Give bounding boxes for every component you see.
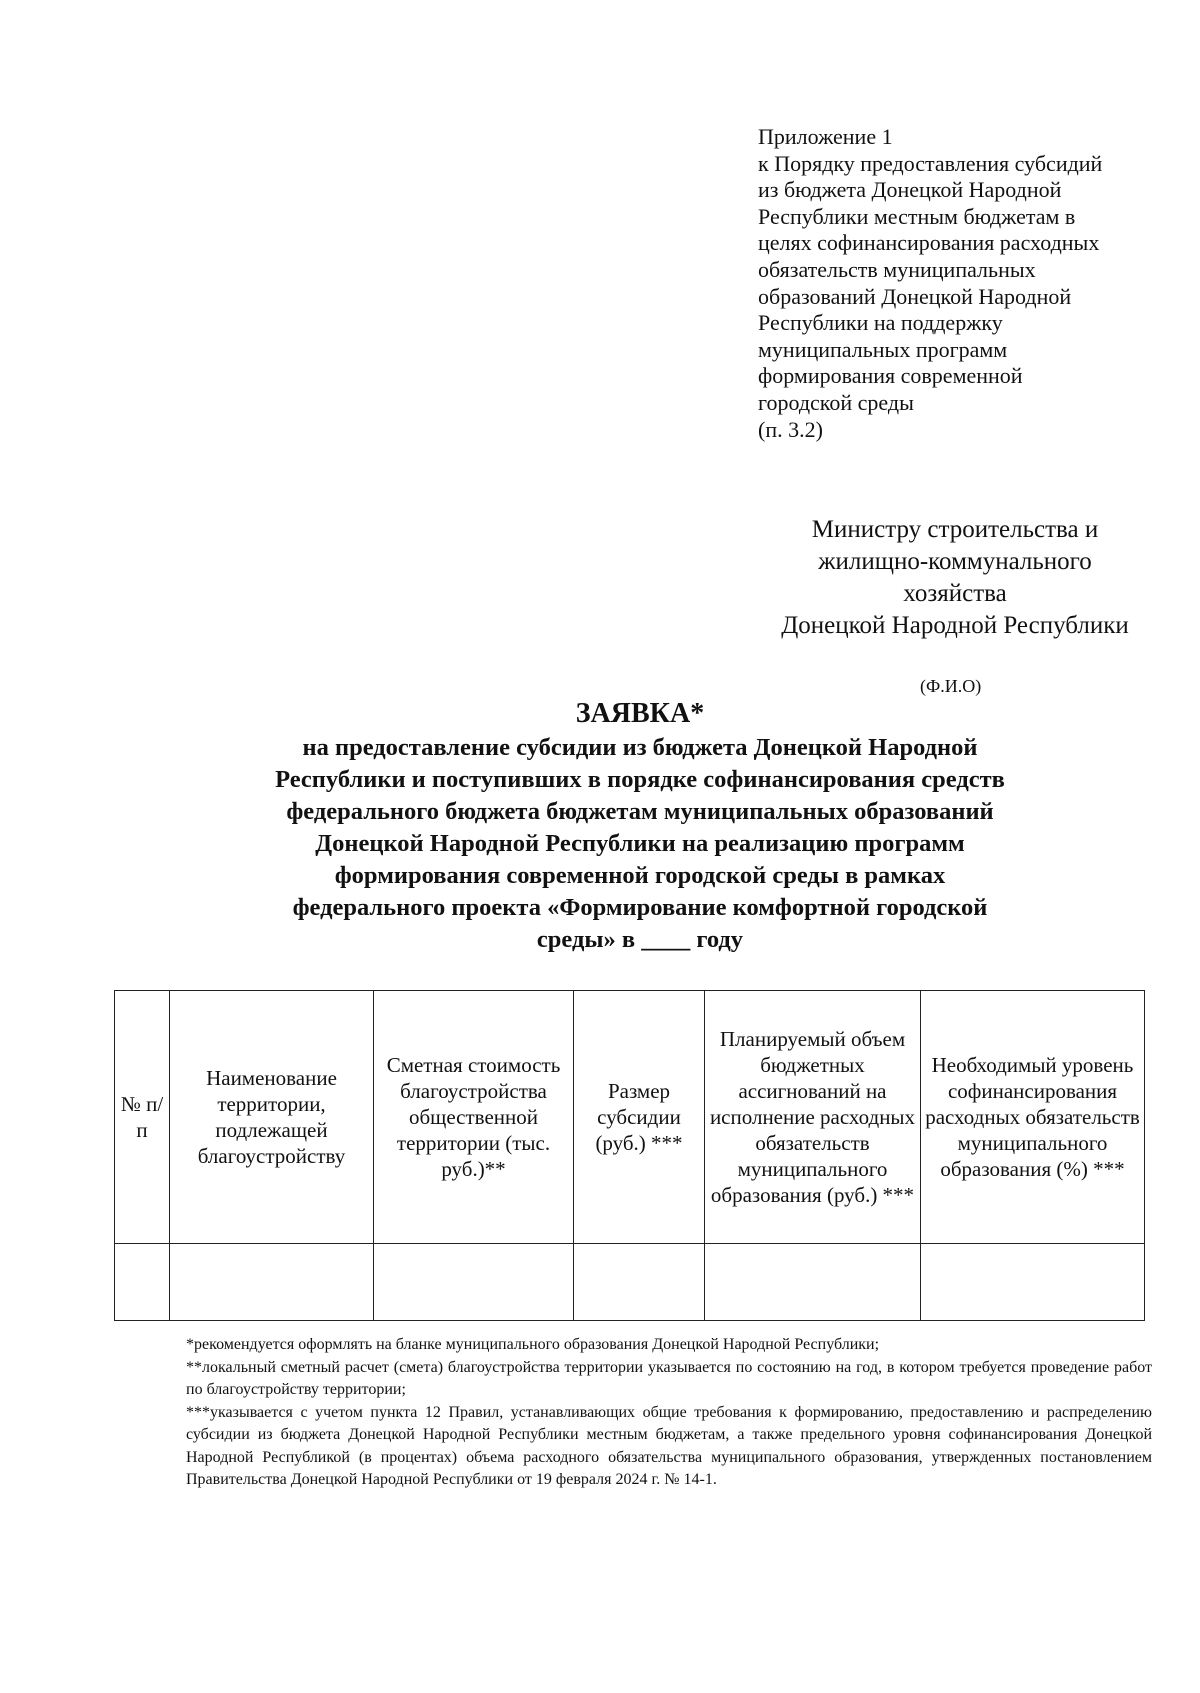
table-cell — [115, 1244, 170, 1321]
column-header-cofinancing-level: Необходимый уровень софинансирования расходных обязательств муниципального образования (%) *** — [921, 991, 1145, 1244]
appendix-line: целях софинансирования расходных — [758, 230, 1100, 256]
title-line: Донецкой Народной Республики на реализацию программ — [315, 830, 965, 857]
addressee-line: жилищно-коммунального — [818, 548, 1092, 575]
column-header-planned-allocations: Планируемый объем бюджетных ассигнований на исполнение расходных обязательств муниципального образования (руб.) *** — [705, 991, 921, 1244]
addressee-line: хозяйства — [903, 580, 1007, 607]
appendix-line: Республики на поддержку — [758, 310, 1003, 336]
application-table — [114, 990, 1145, 1321]
title-line: федерального проекта «Формирование комфортной городской — [292, 894, 988, 921]
footnote-2: **локальный сметный расчет (смета) благоустройства территории указывается по состоянию на год, в котором требуется проведение работ по благоустройству территории; — [186, 1358, 1152, 1398]
footnotes — [186, 1334, 1152, 1492]
table-cell — [705, 1244, 921, 1321]
addressee-line: Министру строительства и — [811, 516, 1099, 543]
title-line: формирования современной городской среды в рамках — [334, 862, 946, 889]
appendix-line: Приложение 1 — [758, 124, 893, 149]
appendix-line: (п. 3.2) — [758, 416, 823, 442]
column-header-number: № п/п — [115, 991, 170, 1244]
footnote-1: *рекомендуется оформлять на бланке муниципального образования Донецкой Народной Республики; — [186, 1336, 880, 1353]
appendix-line: к Порядку предоставления субсидий — [758, 150, 1103, 176]
table-row — [115, 1244, 1145, 1321]
table-cell — [574, 1244, 705, 1321]
table-header-row — [115, 991, 1145, 1244]
appendix-reference — [758, 124, 1178, 443]
appendix-line: городской среды — [758, 389, 914, 415]
title-line: федерального бюджета бюджетам муниципальных образований — [286, 798, 994, 825]
title-line: Республики и поступивших в порядке софинансирования средств — [275, 766, 1005, 793]
addressee-line: Донецкой Народной Республики — [781, 612, 1129, 639]
title-line: среды» в ____ году — [536, 926, 744, 953]
appendix-line: из бюджета Донецкой Народной — [758, 177, 1062, 203]
table-cell — [374, 1244, 574, 1321]
appendix-line: формирования современной — [758, 363, 1023, 389]
table-cell — [170, 1244, 374, 1321]
column-header-subsidy-amount: Размер субсидии (руб.) *** — [574, 991, 705, 1244]
column-header-territory-name: Наименование территории, подлежащей благоустройству — [170, 991, 374, 1244]
appendix-line: Республики местным бюджетам в — [758, 203, 1076, 229]
footnote-3: ***указывается с учетом пункта 12 Правил, устанавливающих общие требования к формированию, предоставлению и распределению субсидии из бюджета Донецкой Народной Республики местным бюджетам, а также предельного уровня софинансирования Донецкой Народной Республикой (в процентах) объема расходного обязательства муниципального образования, утвержденных постановлением Правительства Донецкой Народной Республики от 19 февраля 2024 г. № 14-1. — [186, 1403, 1152, 1488]
table-cell — [921, 1244, 1145, 1321]
column-header-estimated-cost: Сметная стоимость благоустройства общественной территории (тыс. руб.)** — [374, 991, 574, 1244]
fio-placeholder: (Ф.И.О) — [920, 676, 982, 696]
appendix-line: муниципальных программ — [758, 336, 1008, 362]
appendix-line: обязательств муниципальных — [758, 256, 1036, 282]
title-heading: ЗАЯВКА* — [575, 698, 705, 729]
appendix-line: образований Донецкой Народной — [758, 283, 1072, 309]
addressee-block — [735, 514, 1175, 642]
title-line: на предоставление субсидии из бюджета Донецкой Народной — [302, 734, 978, 761]
document-title — [210, 696, 1070, 956]
